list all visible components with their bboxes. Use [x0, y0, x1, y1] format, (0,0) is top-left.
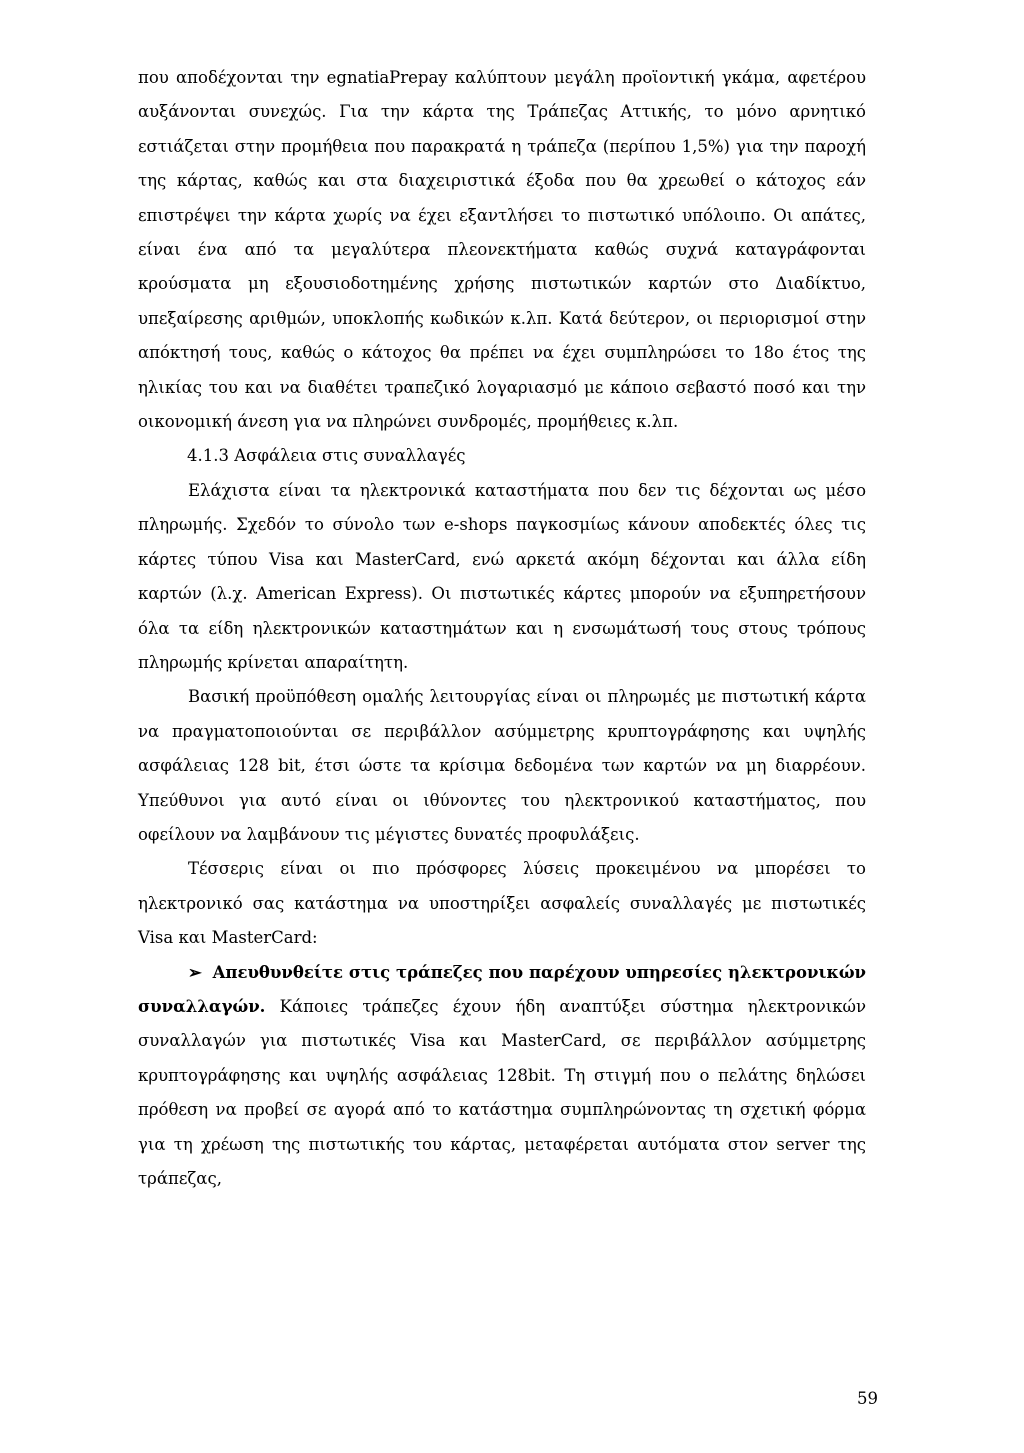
section-heading: 4.1.3 Ασφάλεια στις συναλλαγές: [187, 446, 466, 466]
paragraph-4: Τέσσερις είναι οι πιο πρόσφορες λύσεις προκειμένου να μπορέσει το ηλεκτρονικό σας κατάστημα να υποστηρίξει ασφαλείς συναλλαγές με πιστωτικές Visa και MasterCard:: [138, 859, 866, 948]
bullet-item: [138, 956, 866, 1197]
paragraph-1: που αποδέχονται την egnatiaPrepay καλύπτουν μεγάλη προϊοντική γκάμα, αφετέρου αυξάνονται συνεχώς. Για την κάρτα της Τράπεζας Αττικής, το μόνο αρνητικό εστιάζεται στην προμήθεια που παρακρατά η τράπεζα (περίπου 1,5%) για την παροχή της κάρτας, καθώς και στα διαχειριστικά έξοδα που θα χρεωθεί ο κάτοχος εάν επιστρέψει την κάρτα χωρίς να έχει εξαντλήσει το πιστωτικό υπόλοιπο. Οι απάτες, είναι ένα από τα μεγαλύτερα πλεονεκτήματα καθώς συχνά καταγράφονται κρούσματα μη εξουσιοδοτημένης χρήσης πιστωτικών καρτών στο Διαδίκτυο, υπεξαίρεσης αριθμών, υποκλοπής κωδικών κ.λπ. Κατά δεύτερον, οι περιορισμοί στην απόκτησή τους, καθώς ο κάτοχος θα πρέπει να έχει συμπληρώσει το 18ο έτος της ηλικίας του και να διαθέτει τραπεζικό λογαριασμό με κάποιο σεβαστό ποσό και την οικονομική άνεση για να πληρώνει συνδρομές, προμήθειες κ.λπ.: [138, 68, 866, 432]
bullet-bold-text: Απευθυνθείτε στις τράπεζες που παρέχουν υπηρεσίες ηλεκτρονικών συναλλαγών.: [138, 962, 866, 1016]
document-body: [138, 61, 866, 1196]
page-number: 59: [857, 1389, 878, 1408]
paragraph-3: Βασική προϋπόθεση ομαλής λειτουργίας είναι οι πληρωμές με πιστωτική κάρτα να πραγματοποιούνται σε περιβάλλον ασύμμετρης κρυπτογράφησης και υψηλής ασφάλειας 128 bit, έτσι ώστε τα κρίσιμα δεδομένα των καρτών να μη διαρρέουν. Υπεύθυνοι για αυτό είναι οι ιθύνοντες του ηλεκτρονικού καταστήματος, που οφείλουν να λαμβάνουν τις μέγιστες δυνατές προφυλάξεις.: [138, 687, 866, 844]
bullet-body-text: Κάποιες τράπεζες έχουν ήδη αναπτύξει σύστημα ηλεκτρονικών συναλλαγών για πιστωτικές Visa και MasterCard, σε περιβάλλον ασύμμετρης κρυπτογράφησης και υψηλής ασφάλειας 128bit. Τη στιγμή που ο πελάτης δηλώσει πρόθεση να προβεί σε αγορά από το κατάστημα συμπληρώνοντας τη σχετική φόρμα για τη χρέωση της πιστωτικής του κάρτας, μεταφέρεται αυτόματα στον server της τράπεζας,: [138, 996, 866, 1188]
paragraph-2: Ελάχιστα είναι τα ηλεκτρονικά καταστήματα που δεν τις δέχονται ως μέσο πληρωμής. Σχεδόν το σύνολο των e-shops παγκοσμίως κάνουν αποδεκτές όλες τις κάρτες τύπου Visa και MasterCard, ενώ αρκετά ακόμη δέχονται και άλλα είδη καρτών (λ.χ. American Express). Οι πιστωτικές κάρτες μπορούν να εξυπηρετήσουν όλα τα είδη ηλεκτρονικών καταστημάτων και η ενσωμάτωσή τους στους τρόπους πληρωμής κρίνεται απαραίτητη.: [138, 480, 866, 672]
bullet-marker: ➢: [188, 962, 202, 982]
